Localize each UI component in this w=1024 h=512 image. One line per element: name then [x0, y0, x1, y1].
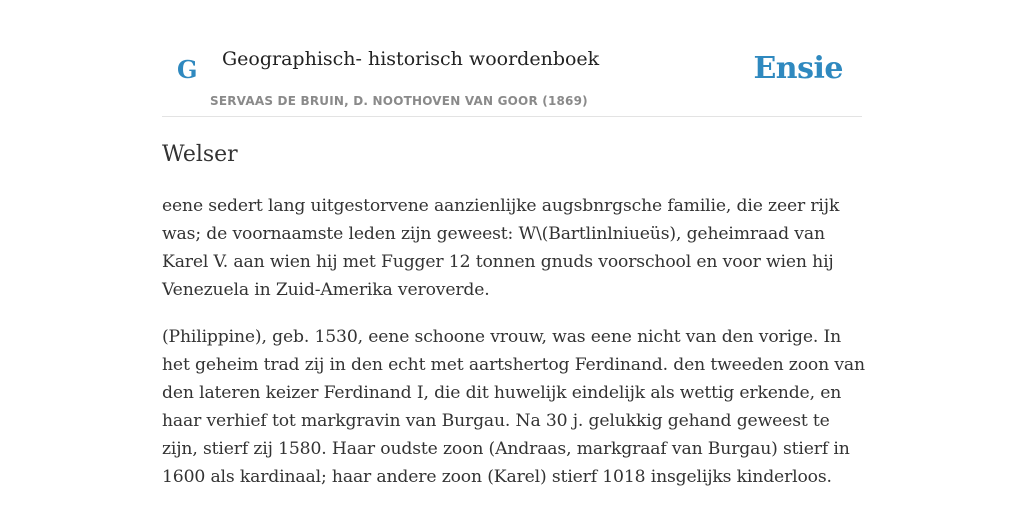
dictionary-author: SERVAAS DE BRUIN, D. NOOTHOVEN VAN GOOR (1869)	[210, 94, 588, 108]
dictionary-title-link[interactable]: Geographisch- historisch woordenboek	[222, 48, 600, 70]
entry-title: Welser	[162, 142, 238, 167]
ensie-logo-link[interactable]: Ensie	[753, 51, 843, 86]
dictionary-letter-logo[interactable]: G	[177, 55, 198, 84]
dictionary-header	[162, 0, 862, 117]
entry-paragraph-1: eene sedert lang uitgestorvene aanzienlijke augsbnrgsche familie, die zeer rijk was; de voornaamste leden zijn geweest: W\(Bartlinlniueüs), geheimraad van Karel V. aan wien hij met Fugger 12 tonnen gnuds voorschool en voor wien hij Venezuela in Zuid-Amerika veroverde.	[162, 196, 840, 300]
entry-paragraph-2: (Philippine), geb. 1530, eene schoone vrouw, was eene nicht van den vorige. In het geheim trad zij in den echt met aartshertog Ferdinand. den tweeden zoon van den lateren keizer Ferdinand I, die dit huwelijk eindelijk als wettig erkende, en haar verhief tot markgravin van Burgau. Na 30 j. gelukkig gehand geweest te zijn, stierf zij 1580. Haar oudste zoon (Andraas, markgraaf van Burgau) stierf in 1600 als kardinaal; haar andere zoon (Karel) stierf 1018 insgelijks kinderloos.	[162, 327, 865, 487]
